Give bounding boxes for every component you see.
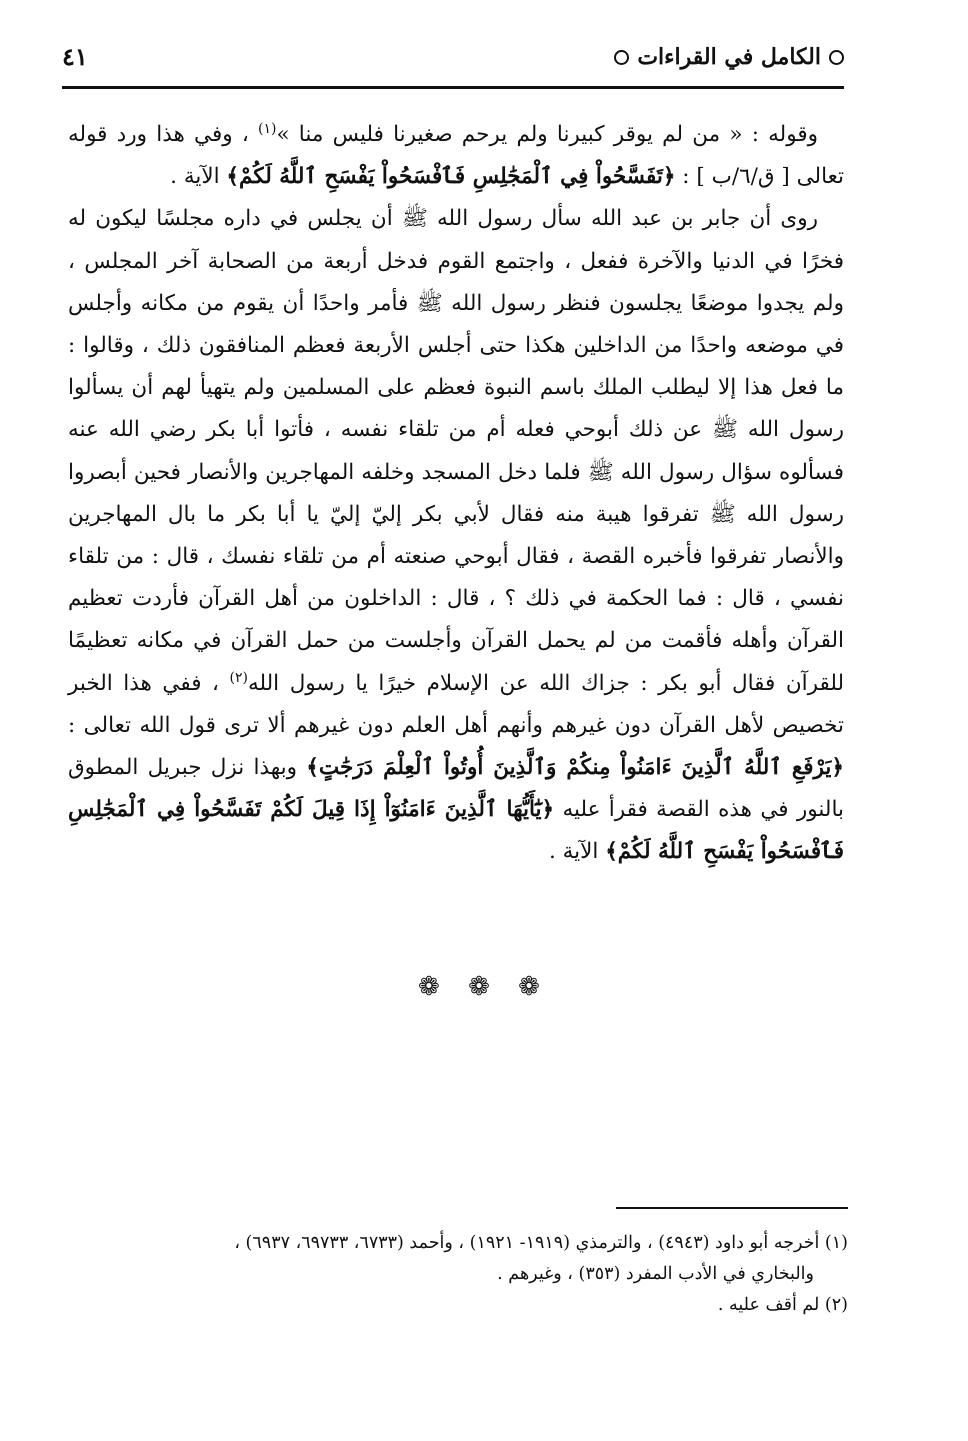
footnote-ref-2[interactable]: (٢) — [229, 669, 248, 686]
paragraph-1 — [68, 114, 844, 198]
header-rule — [62, 86, 844, 89]
circle-ornament-icon — [829, 50, 844, 65]
main-text — [68, 114, 844, 874]
quran-verse: ﴿تَفَسَّحُواْ فِي ٱلْمَجَٰلِسِ فَٱفْسَحُواْ يَفْسَحِ ٱللَّهُ لَكُمْ﴾ — [226, 164, 676, 190]
footnote-2: (٢) لم أقف عليه . — [717, 1295, 848, 1315]
paragraph-text: الآية . — [170, 164, 227, 190]
paragraph-2 — [68, 198, 844, 873]
footnote-1: (١) أخرجه أبو داود (٤٩٤٣) ، والترمذي (١٩١٩- ١٩٢١) ، وأحمد (٦٧٣٣، ٦٩٧٣٣، ٦٩٣٧) ، — [234, 1233, 848, 1253]
book-title: الكامل في القراءات — [637, 44, 821, 70]
footnote-1-continuation: والبخاري في الأدب المفرد (٣٥٣) ، وغيرهم . — [497, 1264, 814, 1284]
quran-verse: ﴿يَٰٓأَيُّهَا ٱلَّذِينَ ءَامَنُوٓاْ إِذَا قِيلَ لَكُمْ تَفَسَّحُواْ فِي ٱلْمَجَٰلِسِ فَٱفْسَحُواْ يَفْسَحِ ٱللَّهُ لَكُمْ﴾ — [68, 797, 844, 865]
footnote-rule — [616, 1207, 848, 1209]
section-ornament-icon: ❁ ❁ ❁ — [418, 972, 550, 1002]
header-title-block — [614, 44, 844, 70]
page-number: ٤١ — [62, 42, 88, 71]
paragraph-text: وبهذا نزل جبريل المطوق بالنور في هذه القصة فقرأ عليه — [68, 755, 844, 823]
hadith-text: وقوله : « من لم يوقر كبيرنا ولم يرحم صغيرنا فليس منا » — [276, 122, 818, 147]
running-header — [62, 40, 844, 84]
quran-verse: ﴿يَرْفَعِ ٱللَّهُ ٱلَّذِينَ ءَامَنُواْ مِنكُمْ وَٱلَّذِينَ أُوتُواْ ٱلْعِلْمَ دَرَجَٰتٍ﴾ — [306, 755, 844, 781]
paragraph-text: ، وفي هذا ورد قوله تعالى [ ق/٦/ب ] : — [68, 122, 844, 190]
footnote-ref-1[interactable]: (١) — [257, 120, 277, 137]
paragraph-text: ، ففي هذا الخبر تخصيص لأهل القرآن دون غيرهم وأنهم أهل العلم دون غيرهم ألا ترى قول الله تعالى : — [68, 670, 844, 738]
narration-text: روى أن جابر بن عبد الله سأل رسول الله ﷺ أن يجلس في داره مجلسًا ليكون له فخرًا في الدنيا والآخرة ففعل ، واجتمع القوم فدخل أربعة من الصحابة آخر المجلس ، ولم يجدوا موضعًا يجلسون فنظر رسول الله ﷺ فأمر واحدًا أن يقوم من مكانه وأجلس في موضعه واحدًا من الداخلين هكذا حتى أجلس الأربعة فعظم المنافقون ذلك ، وقالوا : ما فعل هذا إلا ليطلب الملك باسم النبوة فعظم على المسلمين ولم يتهيأ لهم أن يسألوا رسول الله ﷺ عن ذلك أبوحي فعله أم من تلقاء نفسه ، فأتوا أبا بكر رضي الله عنه فسألوه سؤال رسول الله ﷺ فلما دخل المسجد وخلفه المهاجرين والأنصار فحين أبصروا رسول الله ﷺ تفرقوا هيبة منه فقال لأبي بكر إليّ إليّ يا أبا بكر ما بال المهاجرين والأنصار تفرقوا فأخبره القصة ، فقال أبوحي صنعته أم من تلقاء نفسك ، قال : من تلقاء نفسي ، قال : فما الحكمة في ذلك ؟ ، قال : الداخلون من أهل القرآن فأردت تعظيم القرآن وأهله فأقمت من لم يحمل القرآن وأجلست من حمل القرآن في مكانه تعظيمًا للقرآن فقال أبو بكر : جزاك الله عن الإسلام خيرًا يا رسول الله — [68, 206, 844, 696]
footnotes — [68, 1228, 848, 1321]
circle-ornament-icon — [614, 50, 629, 65]
paragraph-text: الآية . — [548, 839, 606, 865]
